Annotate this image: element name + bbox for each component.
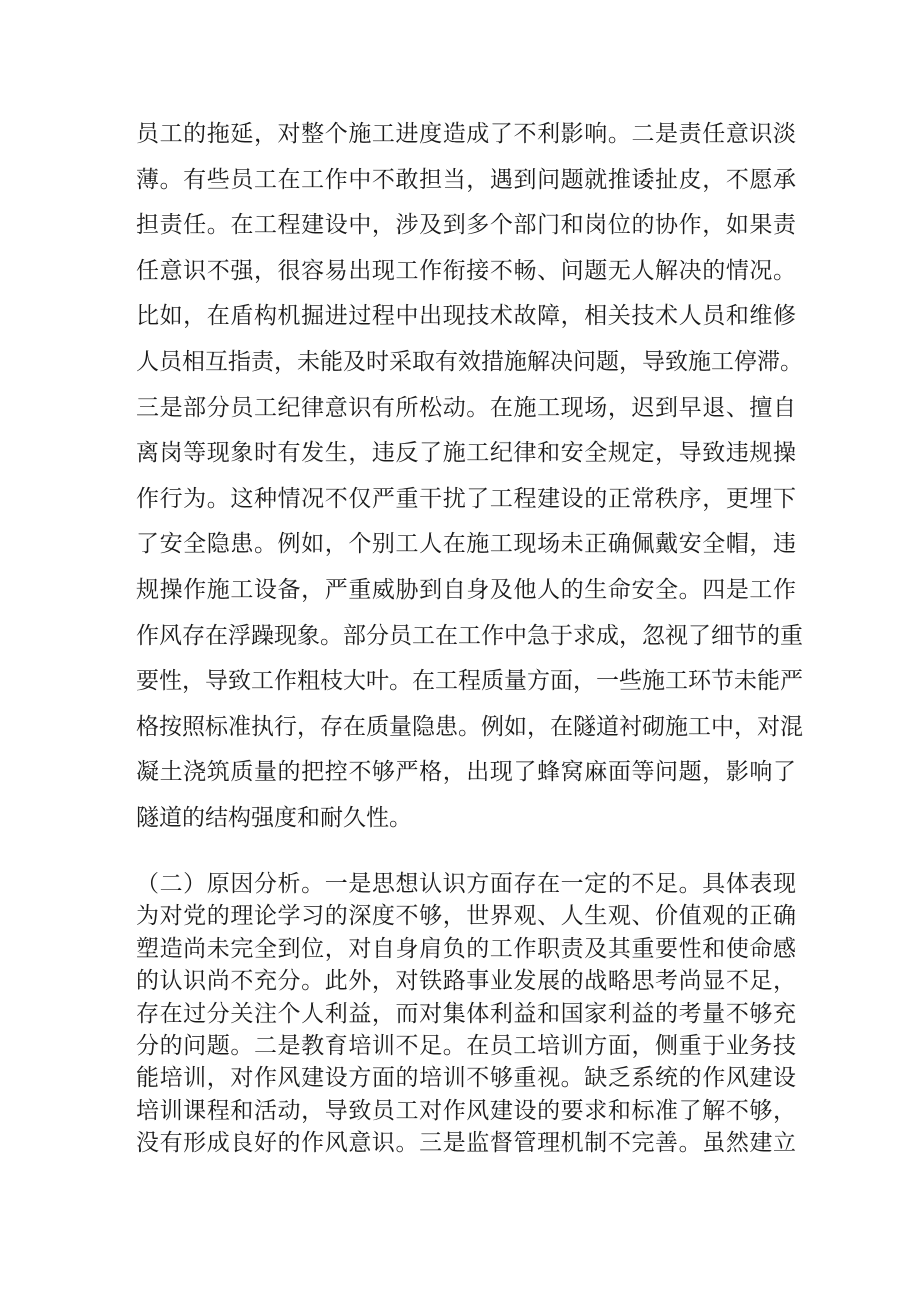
text-line: 了安全隐患。例如，个别工人在施工现场未正确佩戴安全帽，违	[136, 531, 796, 558]
text-line: 没有形成良好的作风意识。三是监督管理机制不完善。虽然建立	[136, 1130, 796, 1157]
text-line: 存在过分关注个人利益，而对集体利益和国家利益的考量不够充	[136, 1000, 796, 1027]
text-line: 塑造尚未完全到位，对自身肩负的工作职责及其重要性和使命感	[136, 935, 796, 962]
text-line: 培训课程和活动，导致员工对作风建设的要求和标准了解不够，	[136, 1097, 796, 1124]
text-line: 人员相互指责，未能及时采取有效措施解决问题，导致施工停滞。	[136, 348, 803, 375]
text-line: 离岗等现象时有发生，违反了施工纪律和安全规定，导致违规操	[136, 440, 796, 467]
text-line-last: 隧道的结构强度和耐久性。	[136, 804, 412, 831]
text-line: 三是部分员工纪律意识有所松动。在施工现场，迟到早退、擅自	[136, 394, 796, 421]
text-line: 能培训，对作风建设方面的培训不够重视。缺乏系统的作风建设	[136, 1065, 796, 1092]
text-line: 凝土浇筑质量的把控不够严格，出现了蜂窝麻面等问题，影响了	[136, 759, 796, 786]
text-line: （二）原因分析。一是思想认识方面存在一定的不足。具体表现	[136, 871, 796, 897]
text-line: 规操作施工设备，严重威胁到自身及他人的生命安全。四是工作	[136, 576, 796, 603]
text-line: 分的问题。二是教育培训不足。在员工培训方面，侧重于业务技	[136, 1032, 796, 1059]
paragraph-cause-analysis	[136, 868, 796, 1160]
text-line: 员工的拖延，对整个施工进度造成了不利影响。二是责任意识淡	[136, 121, 796, 147]
text-line: 要性，导致工作粗枝大叶。在工程质量方面，一些施工环节未能严	[136, 668, 803, 695]
paragraph-problems	[136, 112, 803, 842]
text-line: 担责任。在工程建设中，涉及到多个部门和岗位的协作，如果责	[136, 212, 796, 239]
text-line: 格按照标准执行，存在质量隐患。例如，在隧道衬砌施工中，对混	[136, 713, 803, 740]
text-line: 任意识不强，很容易出现工作衔接不畅、问题无人解决的情况。	[136, 257, 796, 284]
text-line: 的认识尚不充分。此外，对铁路事业发展的战略思考尚显不足，	[136, 968, 796, 995]
text-line: 为对党的理论学习的深度不够，世界观、人生观、价值观的正确	[136, 903, 796, 930]
text-line: 比如，在盾构机掘进过程中出现技术故障，相关技术人员和维修	[136, 303, 796, 330]
text-line: 作行为。这种情况不仅严重干扰了工程建设的正常秩序，更埋下	[136, 485, 796, 512]
text-line: 作风存在浮躁现象。部分员工在工作中急于求成，忽视了细节的重	[136, 622, 803, 649]
text-line: 薄。有些员工在工作中不敢担当，遇到问题就推诿扯皮，不愿承	[136, 166, 796, 193]
